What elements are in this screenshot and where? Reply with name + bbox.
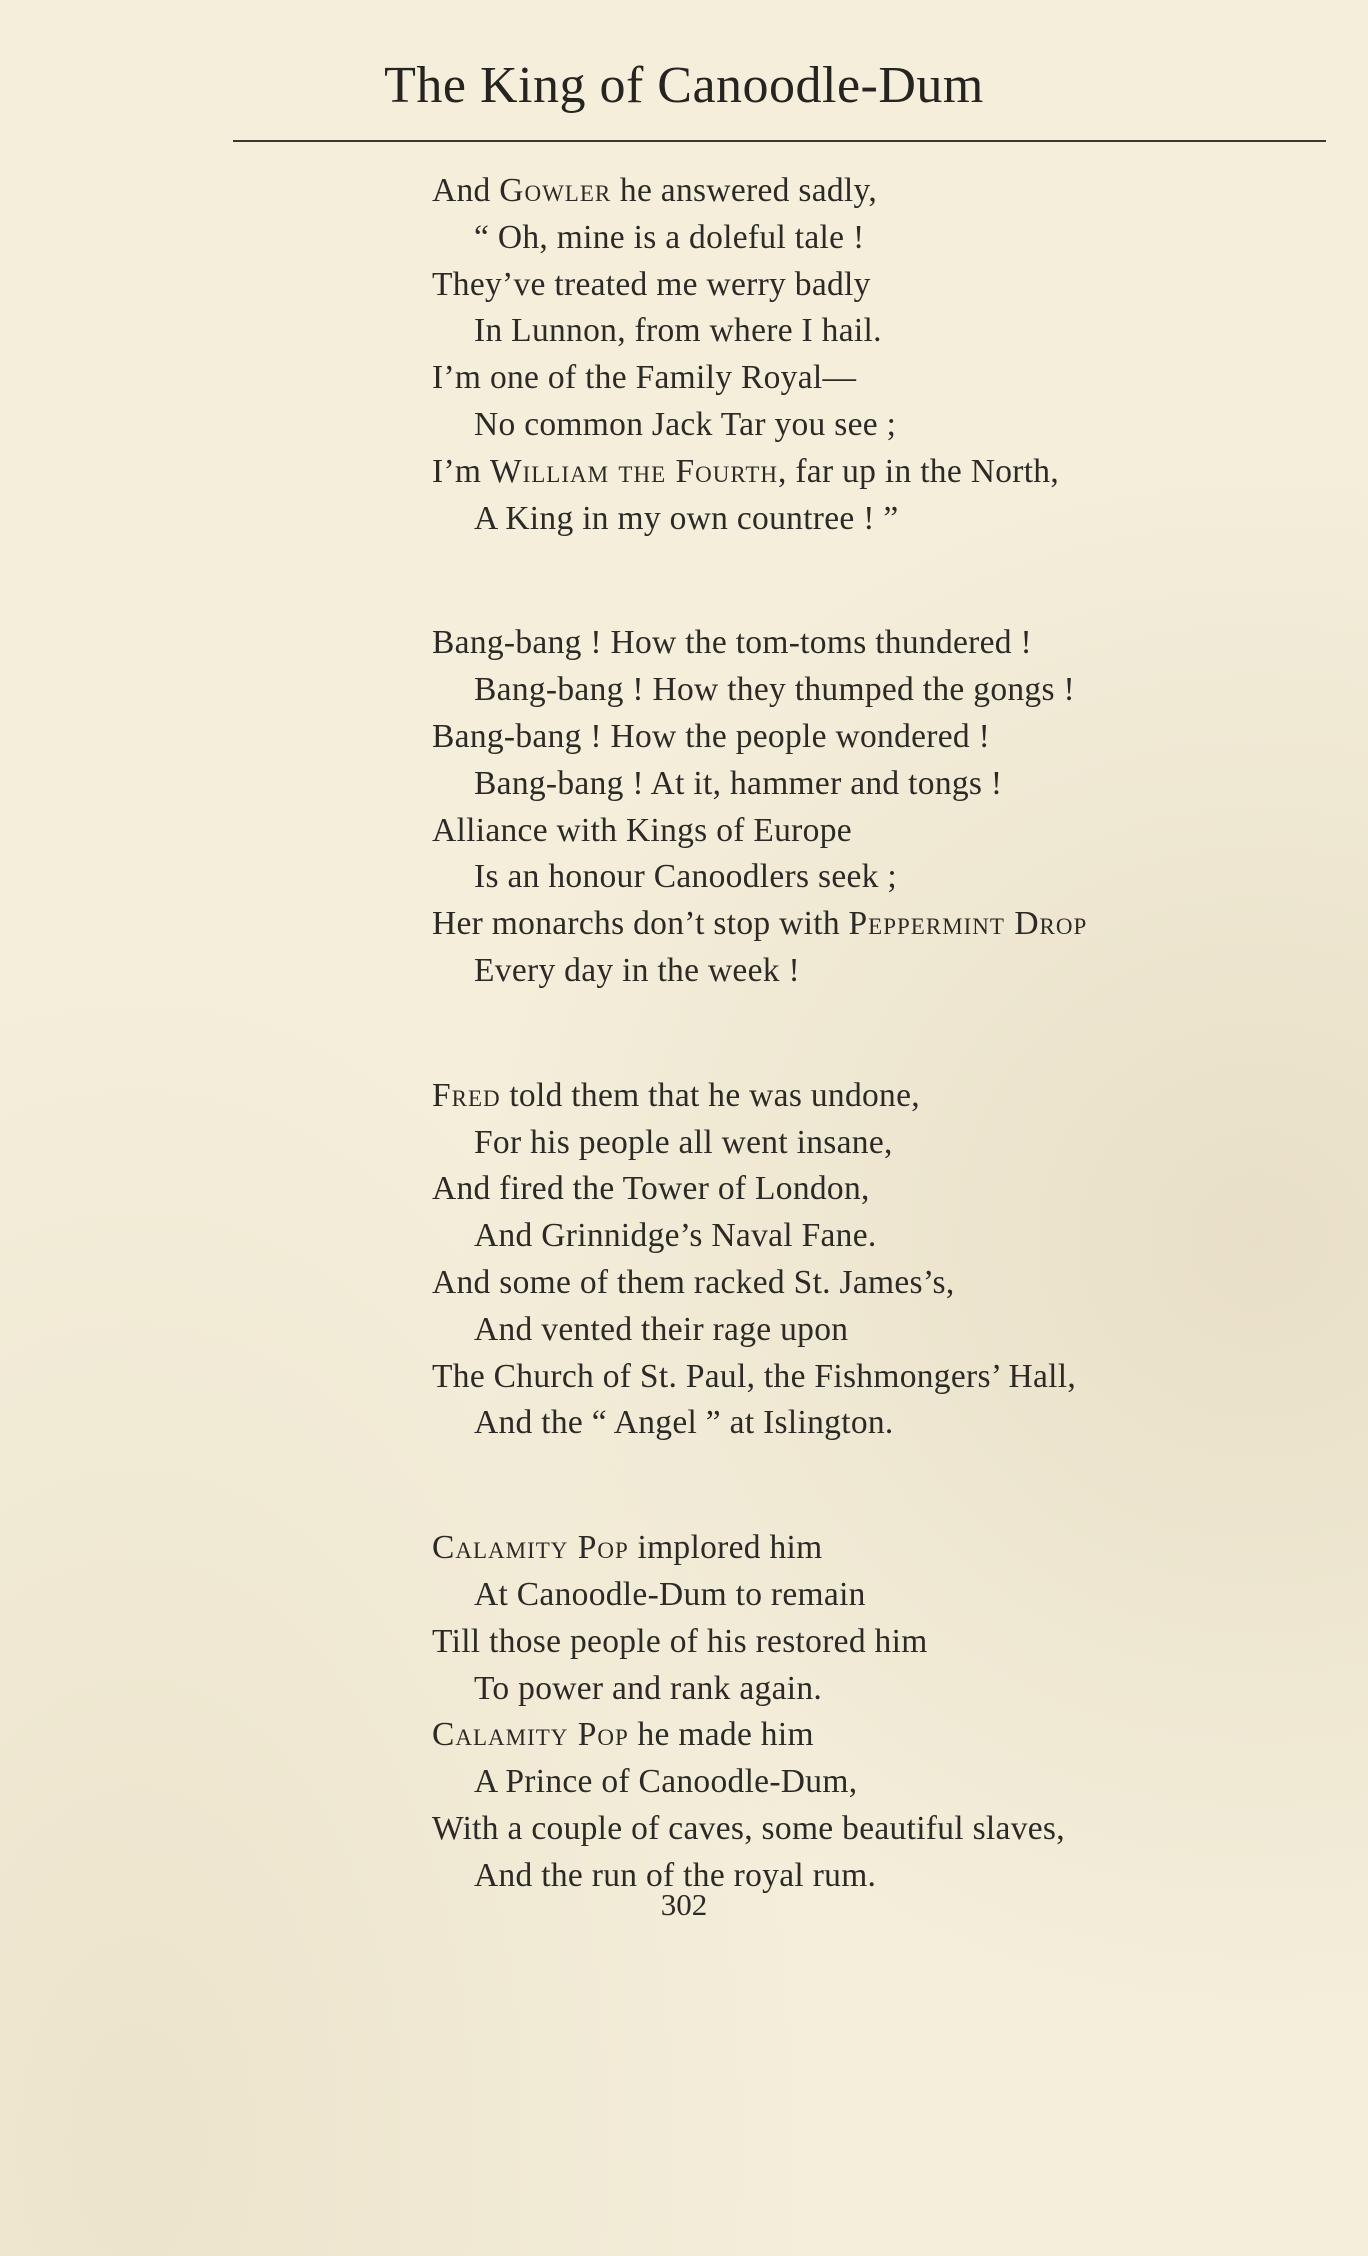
poem-line bbox=[432, 1213, 1312, 1260]
poem-line bbox=[432, 1307, 1312, 1354]
stanza-4 bbox=[432, 1525, 1312, 1899]
poem-line bbox=[432, 714, 1312, 761]
line-text: he made him bbox=[628, 1716, 814, 1754]
poem-line bbox=[432, 1759, 1312, 1806]
header-rule bbox=[233, 140, 1326, 142]
line-text: told them that he was undone, bbox=[500, 1076, 920, 1114]
stanza-1 bbox=[432, 168, 1312, 542]
line-text: And Grinnidge’s Naval Fane. bbox=[474, 1217, 877, 1255]
poem-line bbox=[432, 402, 1312, 449]
poem-line bbox=[432, 262, 1312, 309]
poem-line bbox=[432, 1572, 1312, 1619]
poem-line bbox=[432, 308, 1312, 355]
poem-line bbox=[432, 1260, 1312, 1307]
line-text: implored him bbox=[628, 1529, 823, 1567]
poem-line bbox=[432, 1120, 1312, 1167]
line-text: And the run of the royal rum. bbox=[474, 1856, 877, 1894]
line-text: , far up in the North, bbox=[777, 452, 1060, 490]
poem-line bbox=[432, 496, 1312, 543]
line-text: No common Jack Tar you see ; bbox=[474, 405, 897, 443]
line-text: With a couple of caves, some beautiful slaves, bbox=[432, 1809, 1065, 1847]
line-text: Bang-bang ! At it, hammer and tongs ! bbox=[474, 764, 1003, 802]
poem-line bbox=[432, 901, 1312, 948]
poem-line bbox=[432, 1712, 1312, 1759]
poem-line bbox=[432, 1073, 1312, 1120]
poem-line bbox=[432, 168, 1312, 215]
running-header-title: The King of Canoodle-Dum bbox=[384, 57, 984, 114]
poem-line bbox=[432, 854, 1312, 901]
line-text: They’ve treated me werry badly bbox=[432, 265, 871, 303]
line-text: And bbox=[432, 172, 500, 209]
line-text: A King in my own countree ! ” bbox=[474, 499, 899, 537]
small-caps-name: Peppermint Drop bbox=[848, 905, 1088, 943]
line-text: Is an honour Canoodlers seek ; bbox=[474, 858, 898, 896]
poem-line bbox=[432, 355, 1312, 402]
poem-line bbox=[432, 1354, 1312, 1401]
small-caps-name: Calamity Pop bbox=[432, 1716, 629, 1754]
line-text: And some of them racked St. James’s, bbox=[432, 1263, 955, 1301]
line-text: Bang-bang ! How they thumped the gongs ! bbox=[474, 671, 1075, 709]
line-text: Alliance with Kings of Europe bbox=[432, 811, 852, 849]
small-caps-name: Fred bbox=[432, 1076, 501, 1114]
line-text: A Prince of Canoodle-Dum, bbox=[474, 1763, 858, 1801]
line-text: I’m bbox=[432, 452, 490, 490]
poem-line bbox=[432, 215, 1312, 262]
small-caps-name: Calamity Pop bbox=[432, 1529, 629, 1567]
page-number: 302 bbox=[660, 1887, 708, 1922]
poem-line bbox=[432, 1166, 1312, 1213]
line-text: And fired the Tower of London, bbox=[432, 1170, 870, 1208]
stanza-3 bbox=[432, 1073, 1312, 1447]
poem-line bbox=[432, 1666, 1312, 1713]
poem-line bbox=[432, 1806, 1312, 1853]
line-text: Till those people of his restored him bbox=[432, 1622, 928, 1660]
poem-line bbox=[432, 1525, 1312, 1572]
poem-line bbox=[432, 449, 1312, 496]
line-text: Bang-bang ! How the people wondered ! bbox=[432, 717, 991, 755]
poem-body bbox=[432, 168, 1312, 1978]
poem-line bbox=[432, 948, 1312, 995]
line-text: The Church of St. Paul, the Fishmongers’ Hall, bbox=[432, 1357, 1077, 1395]
line-text: To power and rank again. bbox=[474, 1669, 823, 1707]
line-text: Her monarchs don’t stop with bbox=[432, 905, 849, 943]
small-caps-name: William the Fourth bbox=[489, 452, 778, 490]
poem-line bbox=[432, 667, 1312, 714]
line-text: Every day in the week ! bbox=[474, 951, 800, 989]
line-text: In Lunnon, from where I hail. bbox=[474, 312, 882, 350]
poem-line bbox=[432, 761, 1312, 808]
line-text: Bang-bang ! How the tom-toms thundered ! bbox=[432, 624, 1032, 662]
line-text: I’m one of the Family Royal— bbox=[432, 359, 857, 397]
line-text: And vented their rage upon bbox=[474, 1310, 849, 1348]
line-text: For his people all went insane, bbox=[474, 1123, 893, 1161]
line-text: he answered sadly, bbox=[611, 172, 878, 209]
poem-line bbox=[432, 1619, 1312, 1666]
line-text: At Canoodle-Dum to remain bbox=[474, 1575, 866, 1613]
poem-line bbox=[432, 1400, 1312, 1447]
line-text: And the “ Angel ” at Islington. bbox=[474, 1404, 894, 1442]
line-text: “ Oh, mine is a doleful tale ! bbox=[474, 218, 865, 256]
poem-line bbox=[432, 808, 1312, 855]
small-caps-name: Gowler bbox=[499, 172, 612, 209]
stanza-2 bbox=[432, 620, 1312, 994]
poem-line bbox=[432, 620, 1312, 667]
